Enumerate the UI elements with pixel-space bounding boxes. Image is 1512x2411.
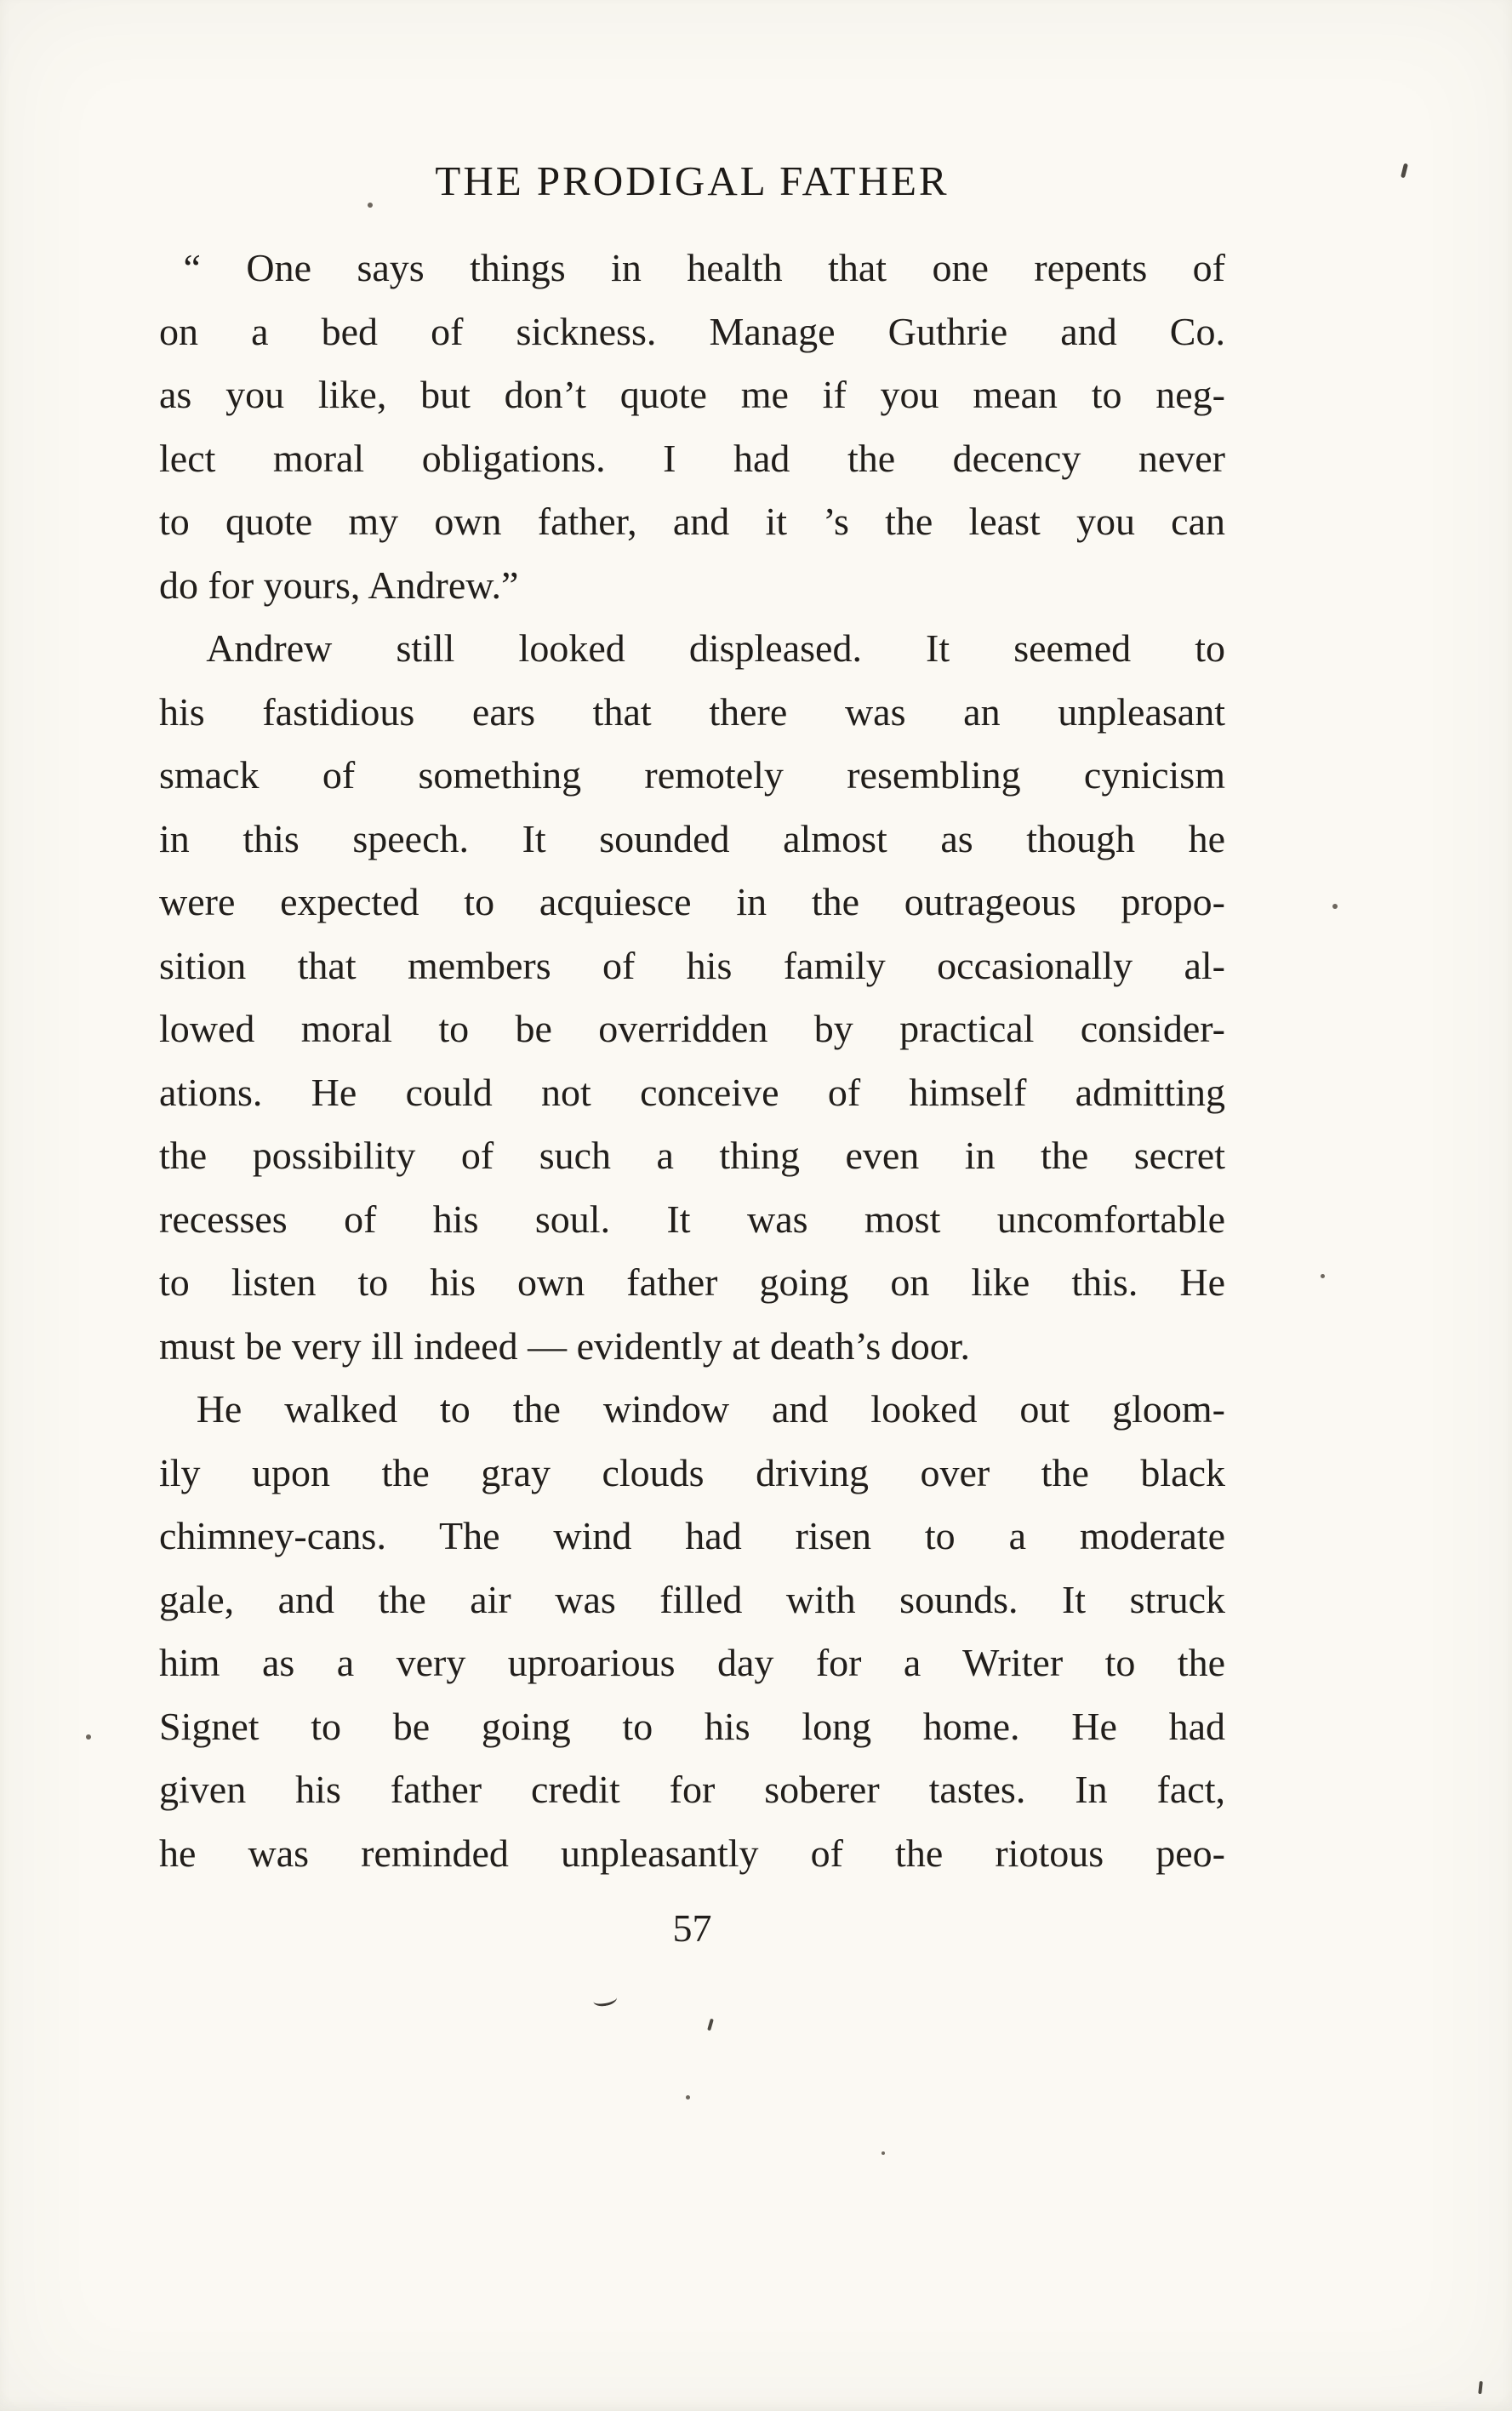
text-line: he was reminded unpleasantly of the riotous peo- — [159, 1831, 1225, 1875]
text-line: given his father credit for soberer tastes. In fact, — [159, 1768, 1225, 1811]
paragraph — [159, 237, 1225, 617]
scan-artifact — [1321, 1274, 1325, 1278]
text-line: in this speech. It sounded almost as though he — [159, 816, 1225, 860]
paragraph — [159, 617, 1225, 1378]
scan-artifact — [1401, 163, 1408, 179]
text-block — [159, 155, 1225, 1960]
scan-artifact — [707, 2019, 714, 2031]
text-line: must be very ill indeed — evidently at death’s door. — [159, 1323, 971, 1368]
text-line: Andrew still looked displeased. It seemed to — [206, 626, 1225, 670]
text-line: lowed moral to be overridden by practical consider- — [159, 1007, 1225, 1050]
text-line: sition that members of his family occasionally al- — [159, 943, 1225, 987]
text-line: the possibility of such a thing even in the secret — [159, 1134, 1225, 1177]
text-line: Signet to be going to his long home. He had — [159, 1704, 1225, 1748]
body-text — [159, 237, 1225, 1885]
text-line: lect moral obligations. I had the decency never — [159, 436, 1225, 480]
text-line: as you like, but don’t quote me if you mean to neg- — [159, 373, 1225, 416]
text-line: He walked to the window and looked out gloom- — [196, 1387, 1225, 1431]
scan-artifact — [592, 1991, 618, 2008]
scan-artifact — [686, 2095, 690, 2100]
text-line: were expected to acquiesce in the outrageous propo- — [159, 880, 1225, 923]
scan-artifact — [86, 1734, 91, 1740]
text-line: recesses of his soul. It was most uncomfortable — [159, 1197, 1225, 1241]
text-line: “ One says things in health that one repents of — [183, 246, 1225, 289]
text-line: smack of something remotely resembling cynicism — [159, 753, 1225, 797]
paragraph — [159, 1378, 1225, 1885]
scan-artifact — [882, 2151, 885, 2155]
text-line: him as a very uproarious day for a Writer to the — [159, 1641, 1225, 1684]
text-line: to quote my own father, and it ’s the least you can — [159, 500, 1225, 543]
text-line: his fastidious ears that there was an unpleasant — [159, 689, 1225, 734]
text-line: gale, and the air was filled with sounds. It struck — [159, 1577, 1225, 1621]
text-line: on a bed of sickness. Manage Guthrie and Co. — [159, 309, 1225, 353]
scan-artifact — [1332, 904, 1338, 909]
scan-artifact — [1478, 2381, 1483, 2394]
text-line: chimney-cans. The wind had risen to a moderate — [159, 1514, 1225, 1557]
text-line: do for yours, Andrew.” — [159, 563, 519, 607]
page-header: THE PRODIGAL FATHER — [435, 157, 950, 204]
text-line: to listen to his own father going on like this. He — [159, 1260, 1225, 1304]
page-number: 57 — [672, 1906, 712, 1950]
text-line: ations. He could not conceive of himself admitting — [159, 1070, 1225, 1114]
text-line: ily upon the gray clouds driving over the black — [159, 1450, 1225, 1494]
